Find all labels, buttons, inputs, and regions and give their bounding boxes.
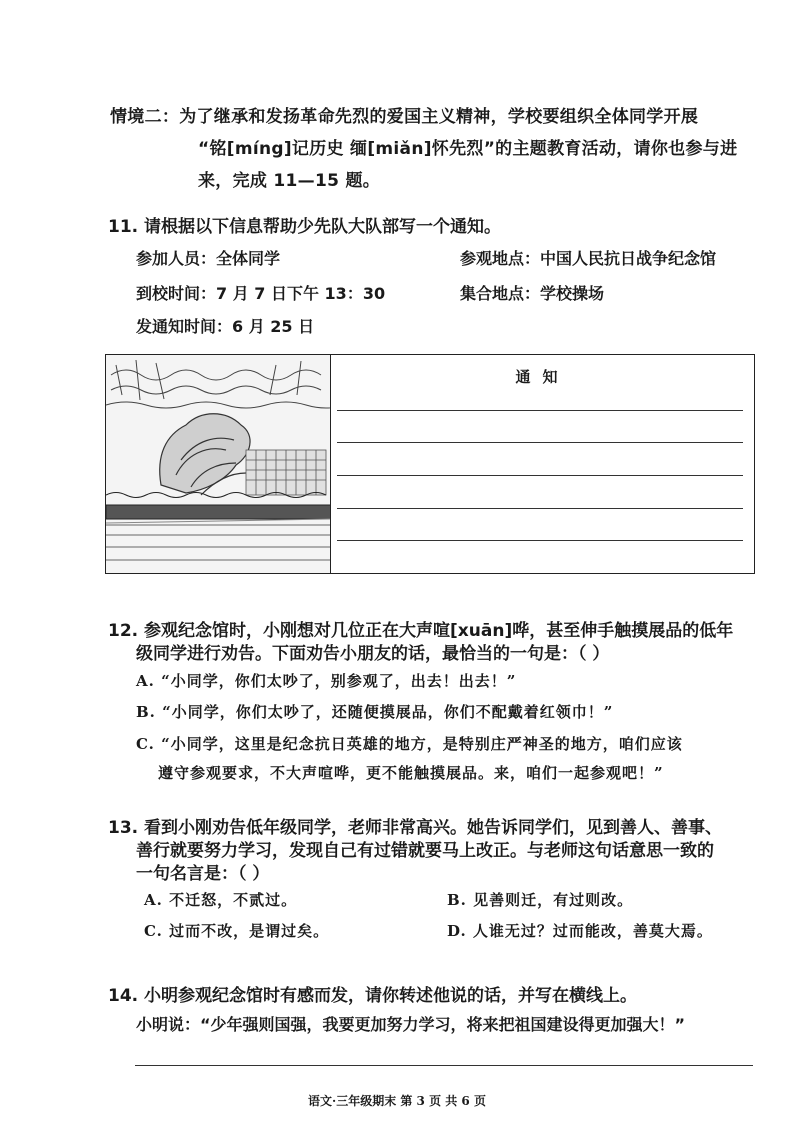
q13-stem-line-3: 一句名言是：（ ）	[136, 864, 270, 884]
q11-participants: 参加人员：全体同学	[136, 249, 281, 268]
notice-line-4[interactable]	[337, 508, 743, 509]
q12-stem-line-2: 级同学进行劝告。下面劝告小朋友的话，最恰当的一句是：（ ）	[136, 644, 610, 664]
notice-line-1[interactable]	[337, 410, 743, 411]
q13-option-a[interactable]: A. 不迁怒，不贰过。	[144, 891, 298, 909]
q14-answer-line[interactable]	[135, 1065, 753, 1066]
q12-option-b[interactable]: B. “小同学，你们太吵了，还随便摸展品，你们不配戴着红领巾！”	[136, 703, 614, 721]
context-line-2: “铭[míng]记历史 缅[miǎn]怀先烈”的主题教育活动，请你也参与进	[198, 139, 738, 159]
q13-option-d[interactable]: D. 人谁无过？过而能改，善莫大焉。	[447, 922, 713, 940]
notice-title: 通知	[515, 368, 570, 386]
q11-gather-place: 集合地点：学校操场	[460, 284, 605, 303]
memorial-sculpture-illustration	[106, 355, 331, 573]
q14-stem: 14. 小明参观纪念馆时有感而发，请你转述他说的话，并写在横线上。	[108, 986, 638, 1006]
q12-option-c-line-2[interactable]: 遵守参观要求，不大声喧哗，更不能触摸展品。来，咱们一起参观吧！”	[158, 764, 664, 782]
page-footer: 语文·三年级期末 第 3 页 共 6 页	[308, 1094, 486, 1108]
q11-arrival-time: 到校时间：7 月 7 日下午 13：30	[136, 284, 386, 303]
context-line-1: 情境二：为了继承和发扬革命先烈的爱国主义精神，学校要组织全体同学开展	[110, 107, 699, 127]
q12-option-c-line-1[interactable]: C. “小同学，这里是纪念抗日英雄的地方，是特别庄严神圣的地方，咱们应该	[136, 735, 683, 753]
q13-stem-line-2: 善行就要努力学习，发现自己有过错就要马上改正。与老师这句话意思一致的	[136, 841, 714, 861]
notice-line-5[interactable]	[337, 540, 743, 541]
notice-line-2[interactable]	[337, 442, 743, 443]
context-line-3: 来，完成 11—15 题。	[198, 171, 381, 191]
q13-stem-line-1: 13. 看到小刚劝告低年级同学，老师非常高兴。她告诉同学们，见到善人、善事、	[108, 818, 723, 838]
q12-stem-line-1: 12. 参观纪念馆时，小刚想对几位正在大声喧[xuān]哗，甚至伸手触摸展品的低年	[108, 621, 734, 641]
q11-notice-time: 发通知时间：6 月 25 日	[136, 317, 315, 336]
q11-stem: 11. 请根据以下信息帮助少先队大队部写一个通知。	[108, 217, 502, 237]
q13-option-c[interactable]: C. 过而不改，是谓过矣。	[144, 922, 330, 940]
q13-option-b[interactable]: B. 见善则迁，有过则改。	[447, 891, 634, 909]
notice-line-3[interactable]	[337, 475, 743, 476]
q14-quote: 小明说：“少年强则国强，我要更加努力学习，将来把祖国建设得更加强大！”	[136, 1015, 686, 1034]
q12-option-a[interactable]: A. “小同学，你们太吵了，别参观了，出去！出去！”	[136, 672, 517, 690]
notice-box	[105, 354, 755, 574]
memorial-sculpture-image	[106, 355, 331, 573]
q11-visit-place: 参观地点：中国人民抗日战争纪念馆	[460, 249, 717, 268]
